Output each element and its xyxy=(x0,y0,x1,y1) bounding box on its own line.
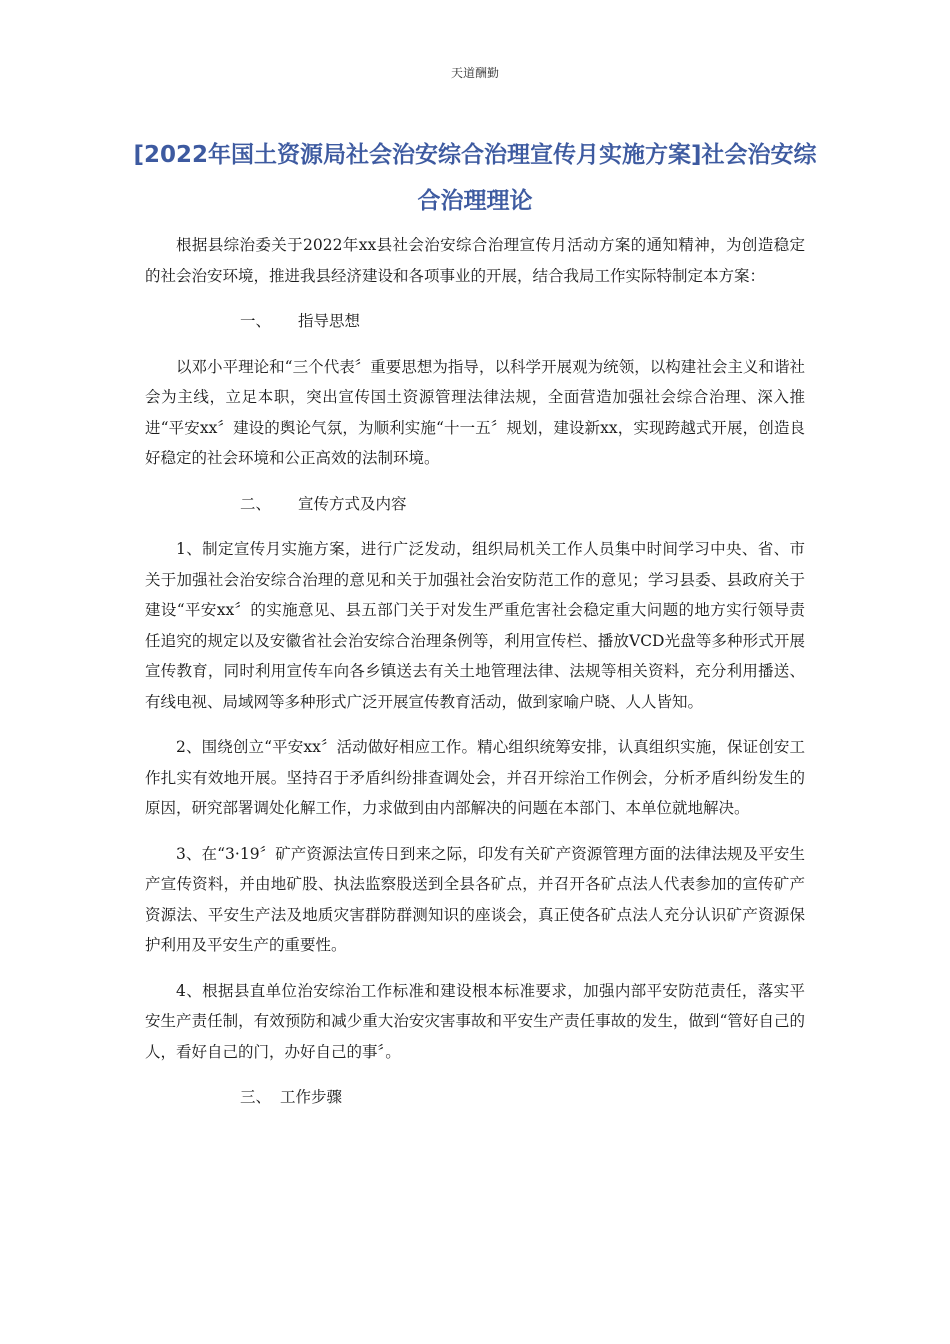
section-number: 二、 xyxy=(240,494,272,513)
item-2-paragraph: 2、围绕创立“平安xx〞活动做好相应工作。精心组织统筹安排，认真组织实施，保证创安工作扎实有效地开展。坚持召于矛盾纠纷排查调处会，并召开综治工作例会，分析矛盾纠纷发生的原因，研究部署调处化解工作，力求做到由内部解决的问题在本部门、本单位就地解决。 xyxy=(145,738,805,817)
document-body xyxy=(145,230,805,1128)
intro-paragraph: 根据县综治委关于2022年xx县社会治安综合治理宣传月活动方案的通知精神，为创造稳定的社会治安环境，推进我县经济建设和各项事业的开展，结合我局工作实际特制定本方案： xyxy=(145,236,805,285)
section-heading-3 xyxy=(145,1082,805,1113)
section-heading-1 xyxy=(145,306,805,337)
section-number: 一、 xyxy=(240,312,272,330)
section-title: 指导思想 xyxy=(298,312,361,330)
item-4-paragraph: 4、根据县直单位治安综治工作标准和建设根本标准要求，加强内部平安防范责任，落实平安生产责任制，有效预防和减少重大治安灾害事故和平安生产责任事故的发生，做到“管好自己的人，看好自己的门，办好自己的事〞。 xyxy=(145,981,805,1061)
item-3-paragraph: 3、在“3·19〞矿产资源法宣传日到来之际，印发有关矿产资源管理方面的法律法规及平安生产宣传资料，并由地矿股、执法监察股送到全县各矿点，并召开各矿点法人代表参加的宣传矿产资源法、平安生产法及地质灾害群防群测知识的座谈会，真正使各矿点法人充分认识矿产资源保护利用及平安生产的重要性。 xyxy=(145,844,805,954)
section-1-paragraph: 以邓小平理论和“三个代表〞重要思想为指导，以科学开展观为统领，以构建社会主义和谐社会为主线，立足本职，突出宣传国土资源管理法律法规，全面营造加强社会综合治理、深入推进“平安xx〞建设的舆论气氛，为顺利实施“十一五〞规划，建设新xx，实现跨越式开展，创造良好稳定的社会环境和公正高效的法制环境。 xyxy=(145,357,805,467)
document-title: [2022年国土资源局社会治安综合治理宣传月实施方案]社会治安综合治理理论 xyxy=(133,142,817,214)
section-title: 宣传方式及内容 xyxy=(298,494,407,513)
item-1-paragraph: 1、制定宣传月实施方案，进行广泛发动，组织局机关工作人员集中时间学习中央、省、市关于加强社会治安综合治理的意见和关于加强社会治安防范工作的意见；学习县委、县政府关于建设“平安xx〞的实施意见、县五部门关于对发生严重危害社会稳定重大问题的地方实行领导责任追究的规定以及安徽省社会治安综合治理条例等，利用宣传栏、播放VCD光盘等多种形式开展宣传教育，同时利用宣传车向各乡镇送去有关土地管理法律、法规等相关资料，充分利用播送、有线电视、局域网等多种形式广泛开展宣传教育活动，做到家喻户晓、人人皆知。 xyxy=(145,540,805,711)
section-heading-2 xyxy=(145,489,805,520)
section-number: 三、 xyxy=(240,1088,272,1106)
section-title: 工作步骤 xyxy=(280,1088,343,1106)
page-header: 天道酬勤 xyxy=(450,66,499,80)
